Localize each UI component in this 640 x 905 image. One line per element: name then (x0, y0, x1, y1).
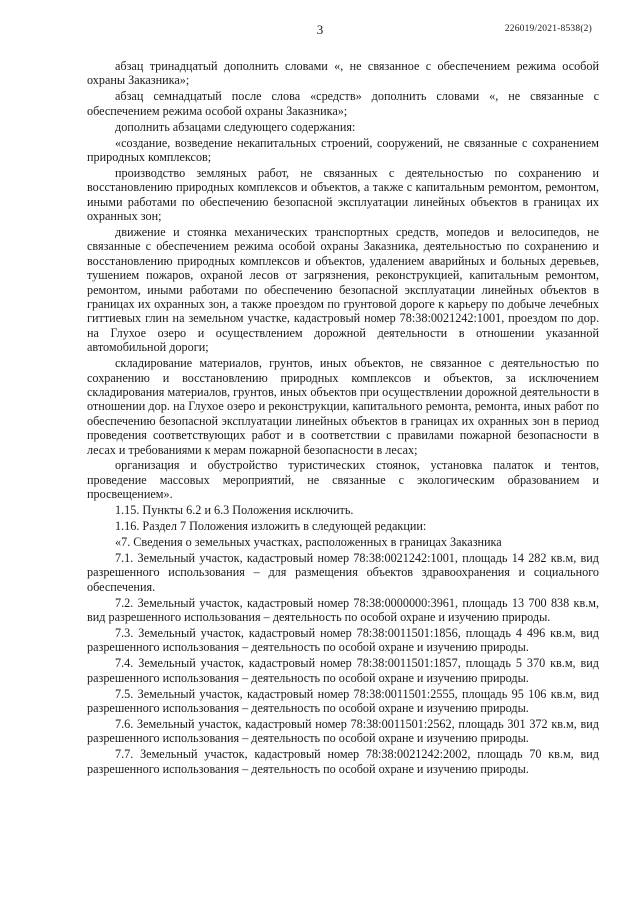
section-heading: «7. Сведения о земельных участках, расположенных в границах Заказника (115, 535, 502, 549)
paragraph: организация и обустройство туристических стоянок, установка палаток и тентов, проведение массовых мероприятий, не связанные с экологическим образованием и просвещением». (87, 458, 599, 502)
page-number: 3 (316, 22, 324, 37)
land-plot-item: 7.3. Земельный участок, кадастровый номер 78:38:0011501:1856, площадь 4 496 кв.м, вид разрешенного использования – деятельность по особой охране и изучению природы. (87, 625, 599, 655)
paragraph: 1.16. Раздел 7 Положения изложить в следующей редакции: (115, 519, 427, 534)
paragraph: производство земляных работ, не связанных с деятельностью по сохранению и восстановлению природных комплексов и объектов, а также с капитальным ремонтом, ремонтом, иными работами по обеспечению безопасной эксплуатации линейных объектов в границах их охранных зон; (87, 165, 599, 224)
paragraph: движение и стоянка механических транспортных средств, мопедов и велосипедов, не связанные с обеспечением режима особой охраны Заказника, деятельностью по сохранению и восстановлению природных комплексов и объектов, удалением аварийных и больных деревьев, тушением пожаров, охраной лесов от загрязнения, реконструкцией, капитальным ремонтом, ремонтом, иными работами по обеспечению безопасной эксплуатации линейных объектов в границах их охранных зон, а также проездом по грунтовой дороге к карьеру по добыче лечебных гиттиевых глин на земельном участке, кадастровый номер 78:38:0021242:1001, проездом по дор. на Глухое озеро и осуществлением дорожной деятельности в отношении указанной автомобильной дороги; (87, 224, 599, 355)
paragraph: абзац семнадцатый после слова «средств» дополнить словами «, не связанные с обеспечением режима особой охраны Заказника»; (87, 89, 599, 118)
land-plot-item: 7.1. Земельный участок, кадастровый номер 78:38:0021242:1001, площадь 14 282 кв.м, вид разрешенного использования – для размещения объектов здравоохранения и социального обеспечения. (87, 550, 599, 594)
land-plot-item: 7.5. Земельный участок, кадастровый номер 78:38:0011501:2555, площадь 95 106 кв.м, вид разрешенного использования – деятельность по особой охране и изучению природы. (87, 686, 599, 715)
paragraph: абзац тринадцатый дополнить словами «, не связанное с обеспечением режима особой охраны Заказника»; (87, 59, 599, 88)
land-plot-item: 7.6. Земельный участок, кадастровый номер 78:38:0011501:2562, площадь 301 372 кв.м, вид разрешенного использования – деятельность по особой охране и изучению природы. (87, 716, 599, 746)
document-body (87, 59, 599, 778)
land-plot-item: 7.7. Земельный участок, кадастровый номер 78:38:0021242:2002, площадь 70 кв.м, вид разрешенного использования – деятельность по особой охране и изучению природы. (87, 747, 599, 776)
land-plot-item: 7.2. Земельный участок, кадастровый номер 78:38:0000000:3961, площадь 13 700 838 кв.м, вид разрешенного использования – деятельность по особой охране и изучению природы. (87, 595, 599, 625)
paragraph: «создание, возведение некапитальных строений, сооружений, не связанные с сохранением природных комплексов; (87, 135, 599, 164)
paragraph: складирование материалов, грунтов, иных объектов, не связанное с деятельностью по сохранению и восстановлению природных комплексов и объектов, за исключением складирования материалов, грунтов, иных объектов при осуществлении дорожной деятельности в отношении дор. на Глухое озеро и реконструкции, капитального ремонта, ремонта, иных работ по обеспечению безопасной эксплуатации линейных объектов в границах их охранных зон в период проведения соответствующих работ и в соответствии с правилами пожарной безопасности в лесах и требованиями к мерам пожарной безопасности в лесах; (87, 356, 599, 457)
paragraph: дополнить абзацами следующего содержания: (115, 119, 356, 134)
document-number: 226019/2021-8538(2) (504, 24, 592, 34)
land-plot-item: 7.4. Земельный участок, кадастровый номер 78:38:0011501:1857, площадь 5 370 кв.м, вид разрешенного использования – деятельность по особой охране и изучению природы. (87, 656, 599, 685)
paragraph: 1.15. Пункты 6.2 и 6.3 Положения исключить. (115, 503, 354, 518)
